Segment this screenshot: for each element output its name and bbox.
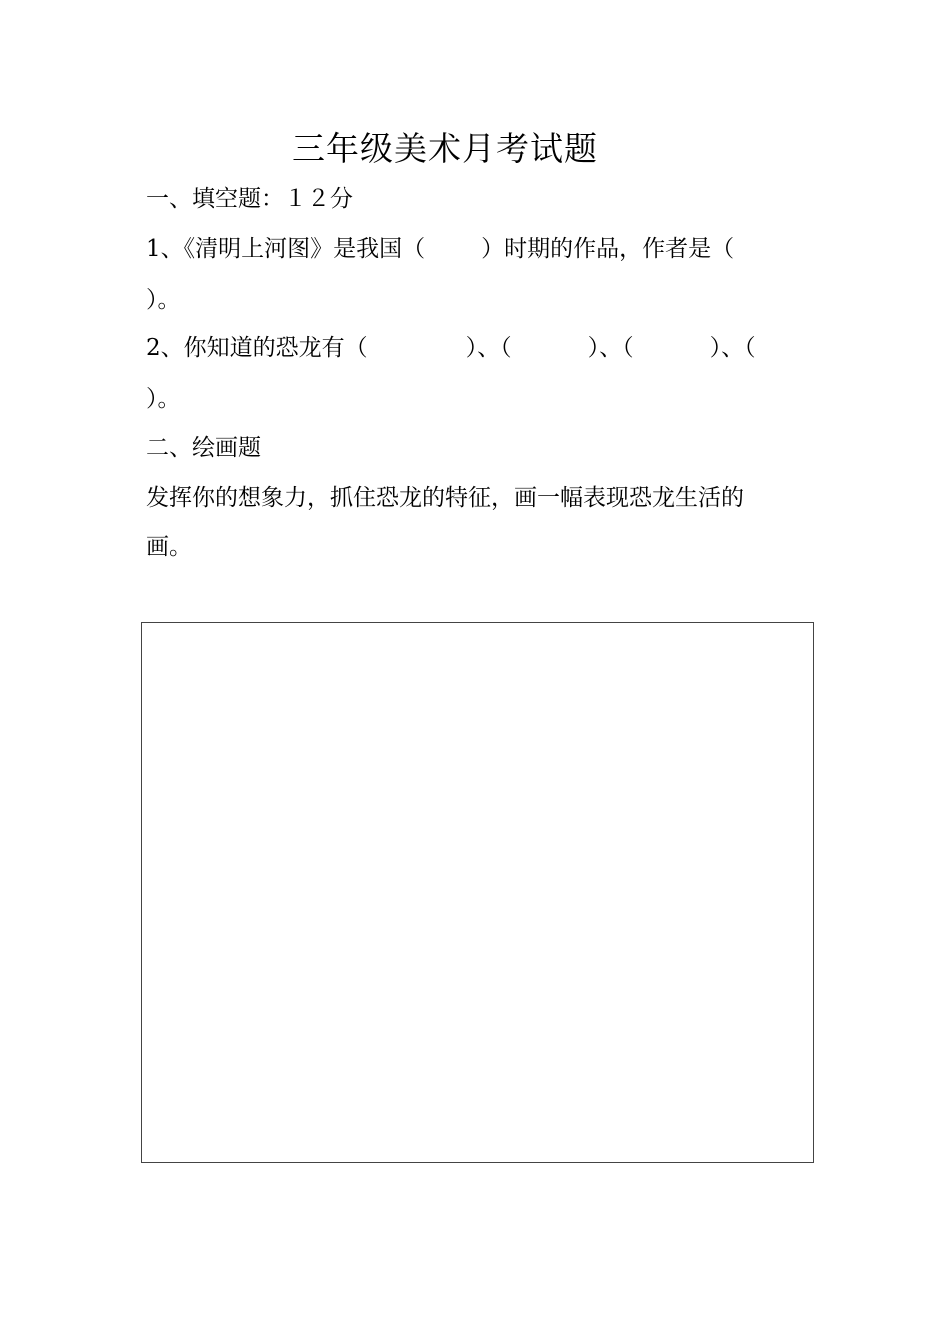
question-1-text-a: 1、《清明上河图》是我国（ [146,236,426,262]
question-2 [146,332,756,364]
question-2-text-e: ）。 [146,386,181,412]
question-1-text-b: ）时期的作品，作者是（ [481,236,735,262]
section-2-heading: 二、绘画题 [146,435,261,461]
question-2-text-a: 2、你知道的恐龙有（ [146,335,368,361]
question-1-continued [146,284,181,316]
question-2-text-c: ）、（ [587,335,634,361]
question-2-text-d: ）、（ [709,335,756,361]
section-1-heading: 一、填空题：１２分 [146,186,353,212]
question-2-text-b: ）、（ [465,335,512,361]
question-1 [146,233,734,265]
drawing-area[interactable] [141,622,814,1163]
drawing-instruction-continued: 画。 [146,534,192,560]
page-title: 三年级美术月考试题 [292,129,598,168]
drawing-instruction: 发挥你的想象力，抓住恐龙的特征，画一幅表现恐龙生活的 [146,485,744,511]
question-2-continued [146,383,181,415]
question-1-text-c: ）。 [146,287,181,313]
